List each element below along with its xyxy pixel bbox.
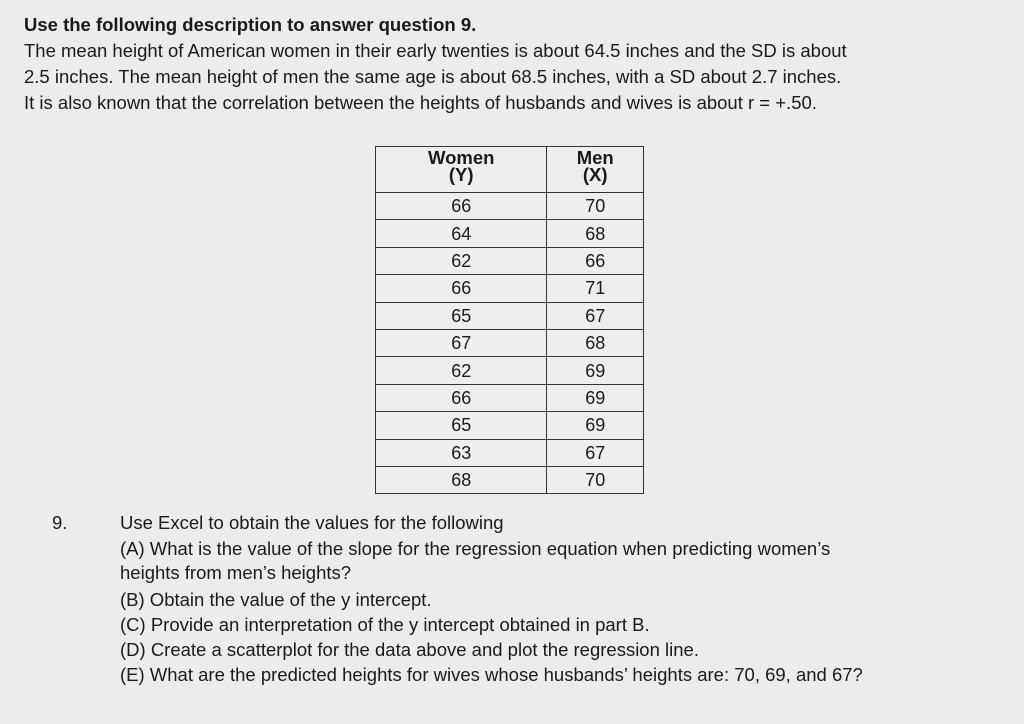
women-height-cell: 65 — [376, 412, 547, 439]
women-height-cell: 64 — [376, 220, 547, 247]
heights-table — [375, 146, 644, 494]
table-row — [376, 220, 644, 247]
men-height-cell: 67 — [547, 302, 644, 329]
women-height-cell: 68 — [376, 466, 547, 493]
column-header-women — [376, 147, 547, 193]
men-height-cell: 69 — [547, 384, 644, 411]
question-line: heights from men’s heights? — [120, 562, 352, 583]
women-height-cell: 66 — [376, 193, 547, 220]
men-height-cell: 68 — [547, 220, 644, 247]
column-variable: (X) — [582, 164, 608, 185]
table-row — [376, 247, 644, 274]
table-row — [376, 302, 644, 329]
women-height-cell: 65 — [376, 302, 547, 329]
description-line: 2.5 inches. The mean height of men the same age is about 68.5 inches, with a SD about 2.7 inches. — [24, 66, 842, 87]
table-row — [376, 412, 644, 439]
men-height-cell: 69 — [547, 412, 644, 439]
table-row — [376, 384, 644, 411]
column-variable: (Y) — [448, 164, 474, 185]
men-height-cell: 66 — [547, 247, 644, 274]
table-row — [376, 329, 644, 356]
question-line: (D) Create a scatterplot for the data above and plot the regression line. — [120, 639, 699, 660]
table-row — [376, 193, 644, 220]
question-number: 9. — [52, 512, 68, 533]
description-line: It is also known that the correlation between the heights of husbands and wives is about r = +.50. — [24, 92, 817, 113]
column-name: Men — [576, 147, 614, 168]
table-header-row — [376, 147, 644, 193]
column-name: Women — [427, 147, 495, 168]
question-line: Use Excel to obtain the values for the following — [120, 512, 504, 533]
description-line: The mean height of American women in their early twenties is about 64.5 inches and the SD is about — [24, 40, 847, 61]
men-height-cell: 70 — [547, 466, 644, 493]
men-height-cell: 67 — [547, 439, 644, 466]
women-height-cell: 67 — [376, 329, 547, 356]
table-row — [376, 275, 644, 302]
men-height-cell: 70 — [547, 193, 644, 220]
table-row — [376, 466, 644, 493]
women-height-cell: 63 — [376, 439, 547, 466]
women-height-cell: 66 — [376, 275, 547, 302]
women-height-cell: 62 — [376, 357, 547, 384]
table-row — [376, 439, 644, 466]
men-height-cell: 68 — [547, 329, 644, 356]
question-line: (C) Provide an interpretation of the y intercept obtained in part B. — [120, 614, 650, 635]
heading: Use the following description to answer question 9. — [24, 14, 477, 35]
men-height-cell: 71 — [547, 275, 644, 302]
women-height-cell: 62 — [376, 247, 547, 274]
column-header-men — [547, 147, 644, 193]
question-line: (B) Obtain the value of the y intercept. — [120, 589, 432, 610]
women-height-cell: 66 — [376, 384, 547, 411]
question-line: (A) What is the value of the slope for the regression equation when predicting women’s — [120, 538, 831, 559]
question-line: (E) What are the predicted heights for wives whose husbands’ heights are: 70, 69, and 67? — [120, 664, 863, 685]
table-row — [376, 357, 644, 384]
men-height-cell: 69 — [547, 357, 644, 384]
